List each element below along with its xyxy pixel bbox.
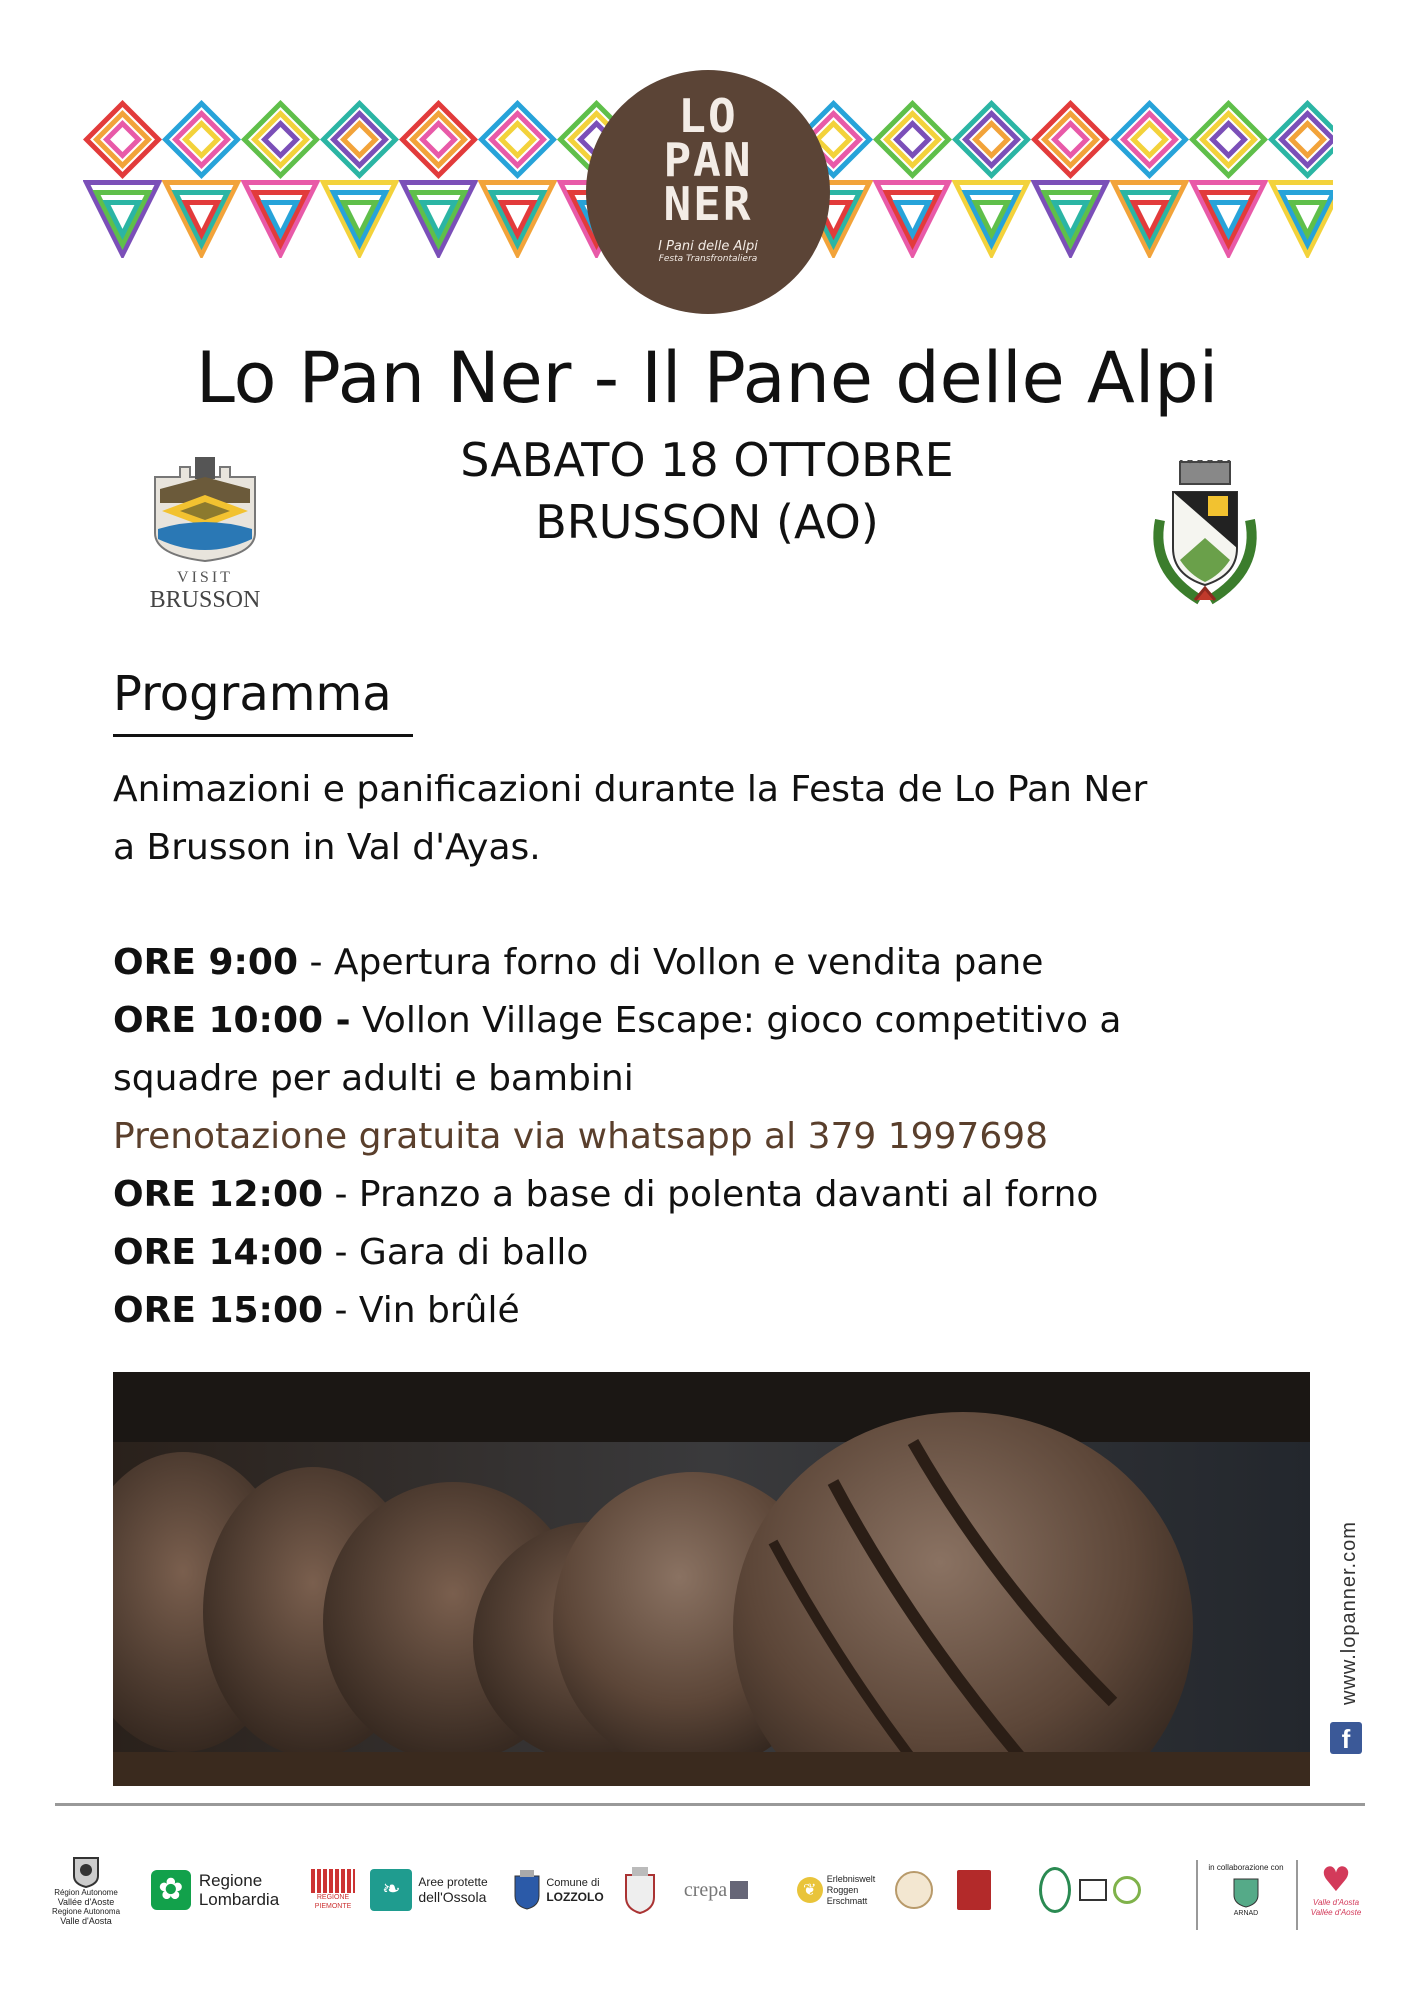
sponsor-text: Erschmatt (826, 1895, 868, 1906)
pattern-shape (186, 124, 218, 156)
sponsor-text: dell'Ossola (418, 1889, 487, 1905)
sponsor-text: LOZZOLO (546, 1889, 604, 1904)
bread-image (113, 1372, 1310, 1786)
schedule-time: ORE 12:00 (113, 1174, 324, 1215)
brusson-label: BRUSSON (149, 587, 261, 613)
crepa-house-icon (730, 1881, 748, 1899)
schedule-item (113, 1166, 1313, 1224)
logo-subtagline: Festa Transfrontaliera (658, 254, 758, 264)
sponsor-text: Valle d'Aosta (1312, 1898, 1360, 1907)
seal-icon (895, 1871, 933, 1909)
footer-divider (55, 1803, 1365, 1806)
sponsor-divider (1196, 1860, 1198, 1930)
heart-icon: ♥ (1320, 1860, 1352, 1900)
sponsor-valle-aosta-heart (1306, 1850, 1366, 1930)
sponsor-text: Vallée d'Aoste (1310, 1908, 1362, 1917)
schedule-time: ORE 9:00 (113, 942, 298, 983)
geopark-icon (1113, 1876, 1141, 1904)
visit-brusson-logo (140, 455, 270, 615)
facebook-icon[interactable]: f (1330, 1722, 1362, 1754)
pattern-shape (1055, 124, 1087, 156)
website-link[interactable] (1327, 1500, 1367, 1710)
pattern-shape (1134, 124, 1166, 156)
lombardia-rose-icon: ✿ (151, 1870, 191, 1910)
logo-tagline: I Pani delle Alpi (658, 239, 758, 254)
sponsor-valle-aosta (50, 1850, 122, 1930)
sponsor-text: Erlebniswelt (826, 1873, 876, 1884)
programme-underline (113, 734, 413, 737)
comune-brusson-crest (1140, 460, 1270, 610)
sponsor-text: Aree protette (418, 1875, 488, 1889)
pattern-shape (423, 124, 455, 156)
lozzolo-crest-icon (512, 1870, 542, 1910)
intro-line-1: Animazioni e panificazioni durante la Festa de Lo Pan Ner (113, 769, 1148, 810)
schedule-time: ORE 10:00 - (113, 1000, 351, 1041)
sponsor-text: Roggen (826, 1884, 859, 1895)
intro-line-2: a Brusson in Val d'Ayas. (113, 827, 541, 868)
sponsor-text: Regione Autonoma (51, 1907, 121, 1916)
event-date: SABATO 18 OTTOBRE (460, 433, 954, 487)
programme-heading: Programma (113, 666, 392, 722)
logo-line-2: PAN (663, 133, 753, 187)
sponsor-arnad (1206, 1850, 1286, 1930)
ossola-leaf-icon: ❧ (370, 1869, 412, 1911)
logo-line-3: NER (663, 177, 753, 231)
sponsor-text: Regione (198, 1871, 263, 1890)
sponsor-text: in collaborazione con (1208, 1862, 1284, 1872)
website-vertical-text (1327, 1500, 1367, 1710)
schedule-item (113, 1224, 1313, 1282)
comune-crest-icon (622, 1865, 658, 1915)
schedule-text: Vollon Village Escape: gioco competitivo a (350, 1000, 1122, 1041)
event-place: BRUSSON (AO) (535, 495, 879, 549)
schedule-text: - Vin brûlé (323, 1290, 520, 1331)
sponsor-text: Lombardia (198, 1890, 280, 1909)
sponsor-text: Vallée d'Aoste (57, 1897, 115, 1907)
sponsor-text: REGIONE PIEMONTE (314, 1894, 352, 1910)
bread-photo (113, 1372, 1310, 1786)
sponsor-text: ARNAD (1233, 1909, 1259, 1917)
event-title: Lo Pan Ner - Il Pane delle Alpi (195, 337, 1219, 419)
pattern-shape (1292, 124, 1324, 156)
red-book-icon (957, 1870, 991, 1910)
logo-line-1: LO (678, 89, 738, 143)
municipal-crest-icon (1140, 460, 1270, 610)
pattern-shape (265, 124, 297, 156)
pattern-shape (976, 124, 1008, 156)
sponsor-comune-crest (618, 1850, 662, 1930)
pattern-shape (502, 124, 534, 156)
pattern-shape (1213, 124, 1245, 156)
schedule-text: - Apertura forno di Vollon e vendita pane (298, 942, 1044, 983)
visit-label: VISIT (177, 569, 233, 586)
pattern-shape (897, 124, 929, 156)
arnad-crest-icon (1231, 1873, 1261, 1909)
sponsor-piemonte (308, 1850, 358, 1930)
sponsor-round-seal (894, 1850, 934, 1930)
schedule-time: ORE 14:00 (113, 1232, 324, 1273)
sponsor-text: crepa (683, 1878, 728, 1901)
sponsor-lozzolo (508, 1850, 608, 1930)
sponsor-erlebniswelt (790, 1850, 882, 1930)
schedule-text: - Gara di ballo (323, 1232, 589, 1273)
sponsor-parc-unesco (1030, 1850, 1150, 1930)
sponsor-red-book (952, 1850, 996, 1930)
schedule-item (113, 934, 1313, 992)
svg-text:www.lopanner.com: www.lopanner.com (1338, 1521, 1360, 1705)
schedule-item (113, 1282, 1313, 1340)
sponsor-aree-protette-ossola (364, 1850, 494, 1930)
schedule-time: ORE 15:00 (113, 1290, 324, 1331)
sponsor-lombardia (140, 1850, 290, 1930)
schedule-item (113, 992, 1313, 1050)
unesco-icon (1079, 1879, 1107, 1901)
visit-brusson-emblem-icon (140, 455, 270, 565)
lo-pan-ner-logo (586, 70, 830, 314)
grain-icon: ❦ (797, 1877, 823, 1903)
sponsor-divider (1296, 1860, 1298, 1930)
sponsor-text: Valle d'Aosta (60, 1916, 112, 1926)
piemonte-logo-icon (311, 1869, 355, 1893)
parc-icon (1039, 1867, 1071, 1913)
sponsor-crepa (676, 1850, 756, 1930)
booking-note: Prenotazione gratuita via whatsapp al 379 1997698 (113, 1116, 1049, 1157)
sponsor-text: Région Autonome (54, 1888, 118, 1897)
valle-aosta-crest-icon (71, 1854, 101, 1888)
schedule-continuation: squadre per adulti e bambini (113, 1058, 634, 1099)
pattern-shape (344, 124, 376, 156)
schedule-text: - Pranzo a base di polenta davanti al forno (323, 1174, 1099, 1215)
sponsor-text: Comune di (546, 1876, 600, 1889)
pattern-shape (107, 124, 139, 156)
